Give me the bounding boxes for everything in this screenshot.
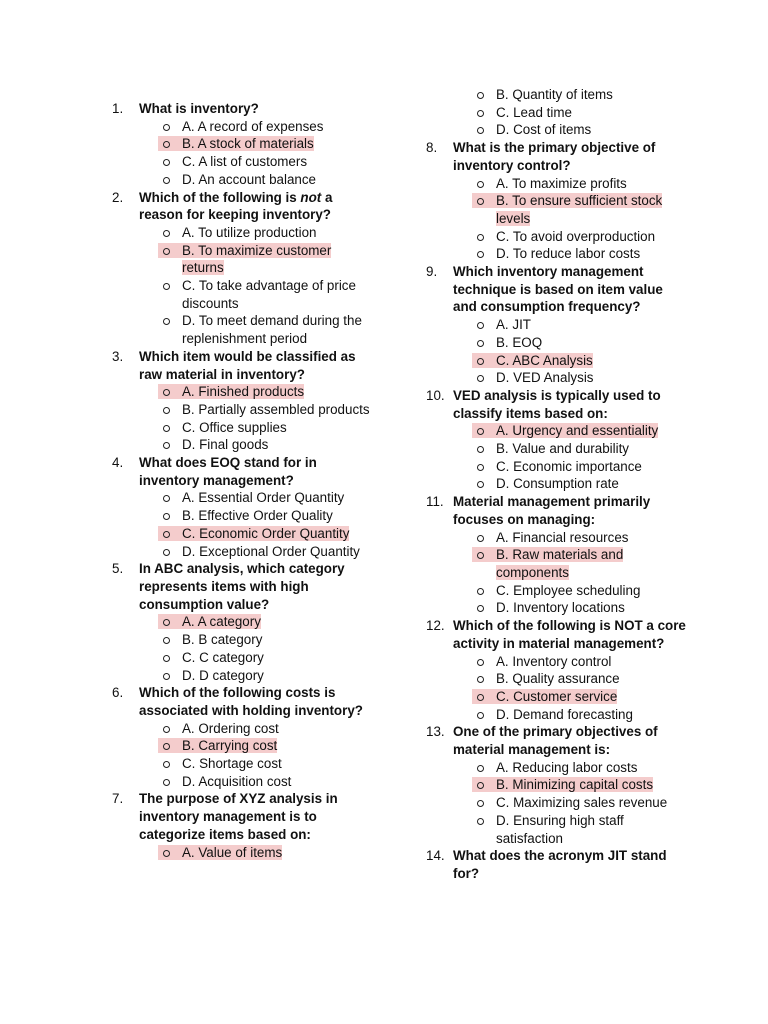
option-text: D. An account balance: [182, 171, 316, 187]
question-number: 9.: [426, 264, 438, 280]
question-text-part: What does EOQ stand for in inventory management?: [139, 455, 317, 488]
correct-answer-option: [472, 192, 688, 227]
circle-bullet-icon: [472, 653, 496, 671]
question-text: [139, 560, 370, 613]
correct-answer-option: [472, 776, 688, 794]
circle-bullet-icon: [158, 242, 182, 260]
option-text: C. Office supplies: [182, 419, 287, 435]
option-list: [112, 720, 370, 791]
circle-bullet-icon: [472, 794, 496, 812]
question-text-part: Material management primarily focuses on managing:: [453, 494, 651, 527]
option-list: [426, 759, 688, 848]
option-list: [426, 86, 688, 139]
question-text-part: a reason for keeping inventory?: [139, 189, 333, 223]
option-text: D. Exceptional Order Quantity: [182, 543, 360, 559]
question: [426, 723, 688, 758]
option-text: B. Quantity of items: [496, 87, 613, 102]
circle-bullet-icon: [158, 171, 182, 189]
answer-option: [158, 401, 370, 419]
circle-bullet-icon: [472, 316, 496, 334]
option-list: [112, 613, 370, 684]
answer-option: [472, 812, 688, 847]
circle-bullet-icon: [472, 228, 496, 246]
circle-bullet-icon: [158, 135, 182, 153]
answer-option: [472, 104, 688, 122]
circle-bullet-icon: [158, 773, 182, 791]
circle-bullet-icon: [472, 582, 496, 600]
question-text-part: Which of the following is NOT a core activity in material management?: [453, 618, 686, 651]
circle-bullet-icon: [472, 776, 496, 794]
answer-option: [158, 419, 370, 437]
circle-bullet-icon: [158, 383, 182, 401]
circle-bullet-icon: [158, 419, 182, 437]
correct-answer-option: [472, 352, 688, 370]
circle-bullet-icon: [158, 118, 182, 136]
option-text: A. Urgency and essentiality: [496, 423, 659, 439]
option-text: B. EOQ: [496, 334, 543, 350]
circle-bullet-icon: [472, 121, 496, 139]
option-text: A. JIT: [496, 317, 531, 333]
option-text: D. D category: [182, 667, 264, 683]
circle-bullet-icon: [158, 507, 182, 525]
option-text: B. Quality assurance: [496, 671, 620, 687]
option-text: A. Financial resources: [496, 529, 629, 545]
circle-bullet-icon: [472, 546, 496, 564]
option-text: A. A record of expenses: [182, 118, 324, 134]
question-text-part: The purpose of XYZ analysis in inventory management is to categorize items based on:: [139, 791, 338, 842]
correct-answer-option: [158, 242, 370, 277]
question-number: 14.: [426, 848, 445, 864]
option-list: [112, 844, 370, 862]
question-text: [453, 263, 688, 316]
circle-bullet-icon: [158, 436, 182, 454]
question-list-left: [112, 0, 370, 861]
circle-bullet-icon: [472, 245, 496, 263]
answer-option: [158, 277, 370, 312]
option-text: D. VED Analysis: [496, 370, 594, 386]
question-text: [139, 684, 370, 719]
question-number: 2.: [112, 189, 124, 205]
question: [112, 560, 370, 613]
question: [426, 847, 688, 882]
option-text: A. To maximize profits: [496, 175, 627, 191]
option-text: D. Consumption rate: [496, 476, 619, 492]
circle-bullet-icon: [472, 812, 496, 830]
option-text: A. Essential Order Quantity: [182, 490, 345, 506]
circle-bullet-icon: [472, 688, 496, 706]
correct-answer-option: [472, 688, 688, 706]
circle-bullet-icon: [158, 631, 182, 649]
answer-option: [472, 86, 688, 104]
circle-bullet-icon: [158, 737, 182, 755]
answer-option: [158, 649, 370, 667]
option-text: B. To maximize customer returns: [182, 242, 332, 276]
answer-option: [158, 312, 370, 347]
question: [426, 263, 688, 316]
option-text: C. Lead time: [496, 104, 572, 120]
correct-answer-option: [158, 844, 370, 862]
circle-bullet-icon: [472, 529, 496, 547]
question-text-part: Which inventory management technique is based on item value and consumption frequency?: [453, 264, 663, 315]
option-list: [112, 383, 370, 454]
circle-bullet-icon: [472, 175, 496, 193]
circle-bullet-icon: [158, 401, 182, 419]
question-text-part: Which of the following is: [139, 189, 301, 205]
option-text: C. Employee scheduling: [496, 582, 641, 598]
question: [426, 493, 688, 528]
answer-option: [158, 224, 370, 242]
question: [112, 189, 370, 224]
option-text: C. ABC Analysis: [496, 352, 593, 368]
question: [112, 454, 370, 489]
question-number: 6.: [112, 685, 124, 701]
question: [112, 790, 370, 843]
answer-option: [472, 245, 688, 263]
option-text: C. Shortage cost: [182, 756, 282, 772]
option-text: B. B category: [182, 632, 263, 648]
circle-bullet-icon: [158, 489, 182, 507]
option-text: C. Economic Order Quantity: [182, 525, 350, 541]
question-text: [139, 790, 370, 843]
question: [426, 139, 688, 174]
question-number: 12.: [426, 618, 445, 634]
option-text: A. Reducing labor costs: [496, 759, 638, 775]
option-list: [112, 118, 370, 189]
correct-answer-option: [472, 546, 688, 581]
question: [426, 387, 688, 422]
option-text: A. Inventory control: [496, 653, 612, 669]
question: [426, 617, 688, 652]
question-text-part: VED analysis is typically used to classify items based on:: [453, 387, 661, 421]
circle-bullet-icon: [472, 86, 496, 104]
option-list: [426, 422, 688, 493]
circle-bullet-icon: [158, 720, 182, 738]
answer-option: [472, 440, 688, 458]
option-text: D. Demand forecasting: [496, 706, 633, 722]
circle-bullet-icon: [158, 153, 182, 171]
question-number: 7.: [112, 791, 124, 807]
question-text-part: What is inventory?: [139, 101, 259, 116]
question-text-part: One of the primary objectives of material management is:: [453, 724, 658, 758]
option-text: D. Final goods: [182, 437, 269, 453]
circle-bullet-icon: [472, 599, 496, 617]
option-text: B. Raw materials and components: [496, 547, 624, 580]
circle-bullet-icon: [472, 422, 496, 440]
answer-option: [472, 706, 688, 724]
question-text-part: Which item would be classified as raw material in inventory?: [139, 348, 356, 382]
question-text-part: What is the primary objective of inventory control?: [453, 140, 656, 173]
answer-option: [472, 369, 688, 387]
option-text: C. C category: [182, 649, 264, 665]
option-text: D. To meet demand during the replenishment period: [182, 313, 362, 347]
circle-bullet-icon: [158, 667, 182, 685]
circle-bullet-icon: [472, 670, 496, 688]
question-number: 3.: [112, 348, 124, 364]
correct-answer-option: [158, 525, 370, 543]
correct-answer-option: [472, 422, 688, 440]
left-column: [112, 0, 370, 861]
circle-bullet-icon: [472, 440, 496, 458]
question-text: [453, 847, 688, 882]
question-text: [453, 723, 688, 758]
option-text: D. Inventory locations: [496, 600, 625, 616]
answer-option: [472, 121, 688, 139]
answer-option: [472, 458, 688, 476]
question-number: 13.: [426, 724, 445, 740]
answer-option: [158, 755, 370, 773]
question-number: 8.: [426, 140, 438, 156]
option-text: B. To ensure sufficient stock levels: [496, 193, 663, 226]
answer-option: [472, 175, 688, 193]
circle-bullet-icon: [472, 475, 496, 493]
option-text: C. Maximizing sales revenue: [496, 795, 668, 811]
correct-answer-option: [158, 135, 370, 153]
option-list: [426, 175, 688, 264]
answer-option: [158, 118, 370, 136]
circle-bullet-icon: [158, 312, 182, 330]
emphasis-text: not: [300, 189, 322, 205]
option-text: B. A stock of materials: [182, 136, 314, 152]
question-text: [453, 617, 688, 652]
answer-option: [472, 599, 688, 617]
circle-bullet-icon: [158, 649, 182, 667]
question: [112, 348, 370, 383]
answer-option: [472, 316, 688, 334]
answer-option: [158, 507, 370, 525]
question-text: [139, 189, 370, 224]
answer-option: [472, 794, 688, 812]
correct-answer-option: [158, 613, 370, 631]
answer-option: [158, 720, 370, 738]
answer-option: [472, 759, 688, 777]
answer-option: [158, 631, 370, 649]
question-text-part: Which of the following costs is associated with holding inventory?: [139, 685, 363, 718]
option-text: D. Acquisition cost: [182, 773, 292, 789]
question-text: [139, 348, 370, 383]
option-text: B. Value and durability: [496, 441, 629, 457]
question-number: 11.: [426, 494, 444, 510]
circle-bullet-icon: [158, 277, 182, 295]
question: [112, 100, 370, 118]
circle-bullet-icon: [158, 543, 182, 561]
question-text-part: In ABC analysis, which category represents items with high consumption value?: [139, 561, 345, 612]
circle-bullet-icon: [472, 104, 496, 122]
circle-bullet-icon: [472, 352, 496, 370]
question-text: [139, 454, 370, 489]
circle-bullet-icon: [472, 334, 496, 352]
question-number: 4.: [112, 455, 124, 471]
option-text: D. Cost of items: [496, 122, 592, 138]
answer-option: [158, 489, 370, 507]
option-text: B. Effective Order Quality: [182, 508, 333, 524]
circle-bullet-icon: [158, 224, 182, 242]
circle-bullet-icon: [158, 525, 182, 543]
question-text: [453, 493, 688, 528]
option-list: [112, 489, 370, 560]
circle-bullet-icon: [158, 755, 182, 773]
circle-bullet-icon: [472, 706, 496, 724]
answer-option: [472, 670, 688, 688]
question-text: [453, 139, 688, 174]
question-number: 1.: [112, 101, 124, 116]
answer-option: [472, 529, 688, 547]
option-text: C. Economic importance: [496, 458, 642, 474]
option-text: B. Minimizing capital costs: [496, 777, 654, 793]
answer-option: [472, 475, 688, 493]
option-text: B. Partially assembled products: [182, 401, 370, 417]
answer-option: [158, 773, 370, 791]
answer-option: [472, 228, 688, 246]
answer-option: [158, 171, 370, 189]
question-text: [453, 387, 688, 422]
circle-bullet-icon: [472, 759, 496, 777]
option-text: A. Value of items: [182, 844, 283, 860]
question-number: 5.: [112, 561, 124, 577]
option-list: [426, 316, 688, 387]
question-text-part: What does the acronym JIT stand for?: [453, 848, 667, 881]
circle-bullet-icon: [158, 613, 182, 631]
option-text: B. Carrying cost: [182, 738, 278, 754]
option-text: D. To reduce labor costs: [496, 246, 641, 262]
answer-option: [158, 153, 370, 171]
option-list: [112, 224, 370, 348]
correct-answer-option: [158, 737, 370, 755]
option-list: [426, 529, 688, 618]
option-text: A. To utilize production: [182, 224, 317, 240]
option-text: A. Ordering cost: [182, 720, 279, 736]
option-list: [426, 653, 688, 724]
answer-option: [158, 543, 370, 561]
answer-option: [472, 582, 688, 600]
answer-option: [472, 334, 688, 352]
question: [112, 684, 370, 719]
correct-answer-option: [158, 383, 370, 401]
option-text: C. Customer service: [496, 688, 618, 704]
option-text: C. A list of customers: [182, 154, 308, 170]
answer-option: [158, 667, 370, 685]
right-column: [426, 0, 688, 883]
circle-bullet-icon: [158, 844, 182, 862]
answer-option: [472, 653, 688, 671]
question-text: [139, 100, 370, 118]
option-text: D. Ensuring high staff satisfaction: [496, 812, 624, 846]
option-text: A. A category: [182, 614, 261, 630]
circle-bullet-icon: [472, 369, 496, 387]
circle-bullet-icon: [472, 192, 496, 210]
option-text: C. To take advantage of price discounts: [182, 278, 356, 311]
option-text: A. Finished products: [182, 384, 305, 400]
answer-option: [158, 436, 370, 454]
question-list-right: [426, 0, 688, 883]
circle-bullet-icon: [472, 458, 496, 476]
question-number: 10.: [426, 387, 445, 403]
option-text: C. To avoid overproduction: [496, 228, 656, 244]
